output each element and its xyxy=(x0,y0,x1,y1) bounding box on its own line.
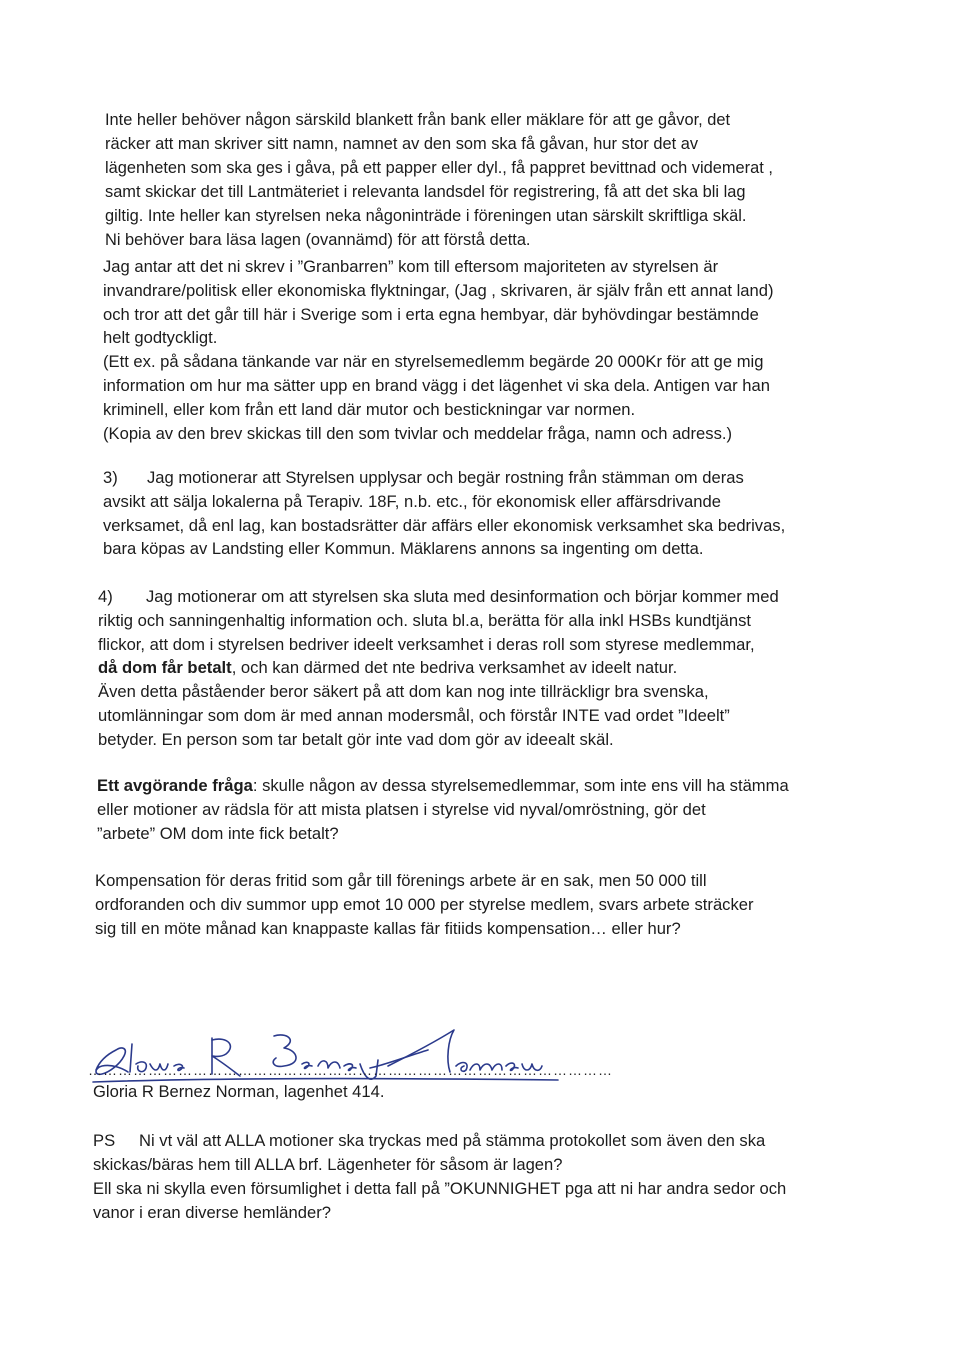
question-heading: Ett avgörande fråga xyxy=(97,776,253,795)
text-line: räcker att man skriver sitt namn, namnet av den som ska få gåvan, hur stor det av xyxy=(105,135,699,153)
text-line: : skulle någon av dessa styrelsemedlemmar, som inte ens vill ha stämma xyxy=(252,776,789,795)
text-line: , och kan därmed det nte bedriva verksamhet av ideelt natur. xyxy=(231,658,678,678)
text-line: lägenheten som ska ges i gåva, på ett papper eller dyl., få pappret bevittnad och videmerat , xyxy=(105,159,773,177)
text-line: Kompensation för deras fritid som går till förenings arbete är en sak, men 50 000 till xyxy=(95,871,707,890)
ps-label: PS xyxy=(93,1131,116,1150)
text-line: Jag motionerar att Styrelsen upplysar och begär rostning från stämman om deras xyxy=(147,468,744,487)
text-line: ordforanden och div summor upp emot 10 000 per styrelse medlem, svars arbete sträcker xyxy=(95,894,754,914)
text-line: utomlänningar som dom är med annan modersmål, och förstår INTE vad ordet ”Ideelt” xyxy=(98,705,730,725)
text-line: eller motioner av rädsla för att mista platsen i styrelse vid nyval/omröstning, gör det xyxy=(97,799,706,819)
signature-dotted-line: …………………………………………………………………………………………… xyxy=(88,1062,613,1078)
text-line: skickas/bäras hem till ALLA brf. Lägenheter för såsom är lagen? xyxy=(93,1155,563,1174)
motion-3 xyxy=(103,466,853,561)
text-line: Inte heller behöver någon särskild blankett från bank eller mäklare för att ge gåvor, det xyxy=(105,111,731,129)
text-line: (Kopia av den brev skickas till den som tvivlar och meddelar fråga, namn och adress.) xyxy=(103,423,733,443)
text-line: samt skickar det till Lantmäteriet i relevanta landsdel för registrering, få att det ska bli lag xyxy=(105,183,746,201)
compensation-paragraph xyxy=(95,869,845,940)
text-line: flickor, att dom i styrelsen bedriver ideelt verksamhet i deras roll som styrese medlemmar, xyxy=(98,634,755,654)
text-line: verksamet, då enl lag, kan bostadsrätter där affärs eller ekonomisk verksamhet ska bedrivas, xyxy=(103,515,786,535)
text-line: Ell ska ni skylla even försumlighet i detta fall på ”OKUNNIGHET pga att ni har andra sedor och xyxy=(93,1179,787,1198)
text-line: Ni vt väl att ALLA motioner ska tryckas med på stämma protokollet som även den ska xyxy=(139,1131,766,1150)
text-line: Jag motionerar om att styrelsen ska sluta med desinformation och börjar kommer med xyxy=(146,587,779,606)
intro-paragraph xyxy=(105,108,825,252)
text-line: invandrare/politisk eller ekonomiska flyktningar, (Jag , skrivaren, är själv från ett annat land) xyxy=(103,280,774,300)
text-line: ”arbete” OM dom inte fick betalt? xyxy=(97,823,339,843)
text-line: (Ett ex. på sådana tänkande var när en styrelsemedlemm begärde 20 000Kr för att ge mig xyxy=(103,352,764,372)
text-line: Jag antar att det ni skrev i ”Granbarren” kom till eftersom majoriteten av styrelsen är xyxy=(103,257,719,276)
motion-3-line xyxy=(103,466,853,490)
text-line: giltig. Inte heller kan styrelsen neka någoninträde i föreningen utan särskilt skriftliga skäl. xyxy=(105,207,747,225)
emphasis-text: då dom får betalt xyxy=(98,658,232,678)
text-line: kriminell, eller kom från ett land där mutor och bestickningar var normen. xyxy=(103,399,636,419)
text-line: bara köpas av Landsting eller Kommun. Mäklarens annons sa ingenting om detta. xyxy=(103,539,704,559)
question-line xyxy=(97,774,847,798)
text-line: och tror att det går till här i Sverige som i erta egna hembyar, där byhövdingar bestämnde xyxy=(103,304,759,324)
text-line: Ni behöver bara läsa lagen (ovannämd) för att förstå detta. xyxy=(105,231,531,249)
motion-number: 4) xyxy=(98,587,113,606)
decisive-question xyxy=(97,774,847,845)
motion-4-bold-line xyxy=(98,656,848,680)
text-line: vanor i eran diverse hemländer? xyxy=(93,1203,331,1222)
text-line: betyder. En person som tar betalt gör inte vad dom gör av ideealt skäl. xyxy=(98,729,614,749)
text-line: Även detta påståender beror säkert på att dom kan nog inte tillräckligr bra svenska, xyxy=(98,682,709,702)
motion-number: 3) xyxy=(103,468,118,487)
granbarren-paragraph xyxy=(103,255,843,445)
text-line: information om hur ma sätter upp en brand vägg i det lägenhet vi ska dela. Antigen var han xyxy=(103,375,770,395)
signatory-name: Gloria R Bernez Norman, lagenhet 414. xyxy=(93,1082,385,1101)
motion-4-line xyxy=(98,585,848,609)
text-line: avsikt att sälja lokalerna på Terapiv. 18F, n.b. etc., för ekonomisk eller affärsdrivande xyxy=(103,491,721,511)
text-line: helt godtyckligt. xyxy=(103,328,218,348)
text-line: sig till en möte månad kan knappaste kallas fär fitiids kompensation… eller hur? xyxy=(95,918,681,938)
postscript xyxy=(93,1129,853,1225)
text-line: riktig och sanningenhaltig information och. sluta bl.a, berätta för alla inkl HSBs kundtjänst xyxy=(98,610,752,630)
ps-line xyxy=(93,1129,853,1153)
motion-4 xyxy=(98,585,848,752)
